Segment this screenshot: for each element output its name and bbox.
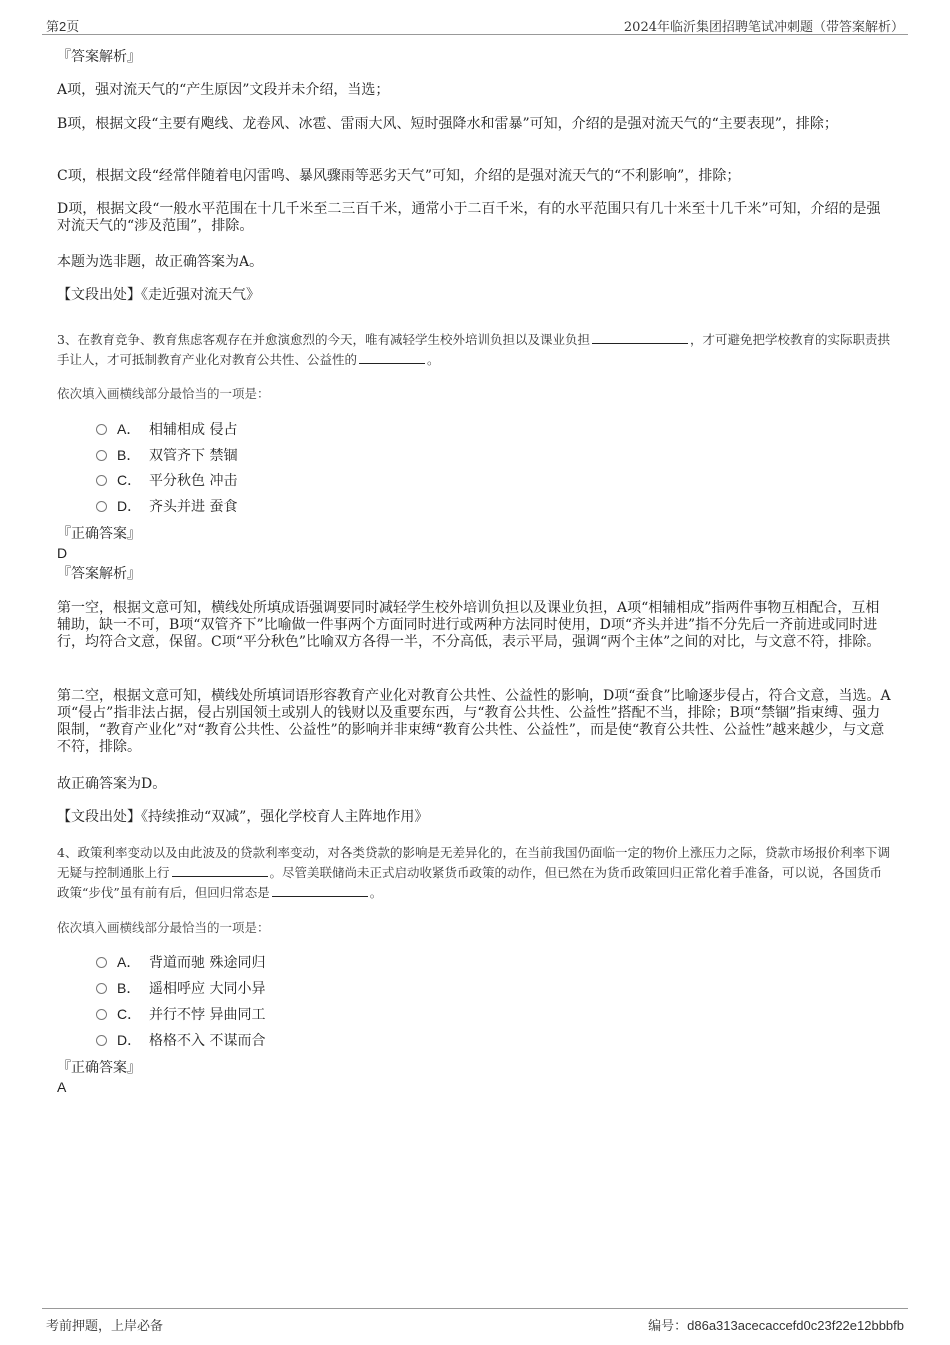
question-4-option-d[interactable]: D． 格格不入 不谋而合: [96, 1030, 265, 1050]
question-4-option-a[interactable]: A． 背道而驰 殊途同归: [96, 952, 265, 972]
analysis-conclusion: 故正确答案为D。: [57, 776, 167, 792]
correct-answer-title: 『正确答案』: [57, 1060, 141, 1076]
answer-blank: [172, 864, 268, 877]
question-4-option-b[interactable]: B． 遥相呼应 大同小异: [96, 978, 265, 998]
question-4-instruction: 依次填入画横线部分最恰当的一项是：: [57, 920, 270, 935]
footer-slogan: 考前押题，上岸必备: [46, 1319, 164, 1334]
document-code: [648, 1315, 904, 1334]
question-3-option-a[interactable]: A． 相辅相成 侵占: [96, 419, 237, 439]
radio-button-icon[interactable]: [96, 501, 107, 512]
analysis-line-c: C项，根据文段“经常伴随着电闪雷鸣、暴风骤雨等恶劣天气”可知，介绍的是强对流天气的“不利影响”，排除；: [57, 168, 741, 184]
analysis-line-a: A项，强对流天气的“产生原因”文段并未介绍，当选；: [57, 82, 390, 98]
question-3-stem-part2: ，才可避免把学校教育的实际职责拱手让人，才可抵制教育产业化对教育公共性、公益性的: [57, 332, 890, 367]
question-3-instruction: 依次填入画横线部分最恰当的一项是：: [57, 386, 270, 401]
document-code-label: 编号：: [648, 1319, 688, 1334]
page-header: [42, 10, 908, 35]
correct-answer-value: A: [57, 1079, 67, 1095]
answer-blank: [359, 351, 425, 364]
radio-button-icon[interactable]: [96, 475, 107, 486]
analysis-line-d: D项，根据文段“一般水平范围在十几千米至二三百千米，通常小于二百千米，有的水平范围只有几十米至十几千米”可知，介绍的是强对流天气的“涉及范围”，排除。: [57, 201, 881, 234]
correct-answer-title: 『正确答案』: [57, 526, 141, 542]
analysis-line-b: B项，根据文段“主要有飑线、龙卷风、冰雹、雷雨大风、短时强降水和雷暴”可知，介绍的是强对流天气的“主要表现”，排除；: [57, 116, 838, 132]
page-number: 第2页: [46, 19, 80, 34]
question-4-stem: [57, 843, 893, 903]
radio-button-icon[interactable]: [96, 450, 107, 461]
question-4-stem-part2: 。尽管美联储尚未正式启动收紧货币政策的动作，但已然在为货币政策回归正常化着手准备，可以说，各国货币政策“步伐”虽有前有后，但回归常态是: [57, 865, 883, 900]
question-3-option-d[interactable]: D． 齐头并进 蚕食: [96, 496, 237, 516]
radio-button-icon[interactable]: [96, 1009, 107, 1020]
analysis-paragraph-1: 第一空，根据文意可知，横线处所填成语强调要同时减轻学生校外培训负担以及课业负担，A项“相辅相成”指两件事物互相配合，互相辅助，缺一不可，B项“双管齐下”比喻做一件事两个方面同时进行或两种方法同时使用，D项“齐头并进”指不分先后一齐前进或同时进行，均符合文意，保留。C项“平分秋色”比喻双方各得一半，不分高低，表示平局，强调“两个主体”之间的对比，与文意不符，排除。: [57, 600, 881, 650]
analysis-title: 『答案解析』: [57, 566, 141, 582]
document-title: 2024年临沂集团招聘笔试冲刺题（带答案解析）: [623, 20, 904, 35]
radio-button-icon[interactable]: [96, 957, 107, 968]
radio-button-icon[interactable]: [96, 424, 107, 435]
radio-button-icon[interactable]: [96, 1035, 107, 1046]
question-3-option-b[interactable]: B． 双管齐下 禁锢: [96, 445, 237, 465]
document-code-value: d86a313acecaccefd0c23f22e12bbbfb: [687, 1318, 904, 1333]
question-4-option-c[interactable]: C． 并行不悖 异曲同工: [96, 1004, 265, 1024]
radio-button-icon[interactable]: [96, 983, 107, 994]
question-4-stem-part1: 4、政策利率变动以及由此波及的贷款利率变动，对各类贷款的影响是无差异化的，在当前我国仍面临一定的物价上涨压力之际，贷款市场报价利率下调无疑与控制通胀上行: [57, 845, 890, 880]
correct-answer-value: D: [57, 545, 68, 561]
source-citation: 【文段出处】《走近强对流天气》: [57, 287, 260, 303]
analysis-conclusion: 本题为选非题，故正确答案为A。: [57, 254, 264, 270]
question-3-option-c[interactable]: C． 平分秋色 冲击: [96, 470, 237, 490]
source-citation: 【文段出处】《持续推动“双减”，强化学校育人主阵地作用》: [57, 809, 429, 825]
question-3-stem-part3: 。: [427, 352, 440, 367]
question-3-stem-part1: 3、在教育竞争、教育焦虑客观存在并愈演愈烈的今天，唯有减轻学生校外培训负担以及课业负担: [57, 332, 590, 347]
analysis-title: 『答案解析』: [57, 49, 141, 65]
answer-blank: [272, 884, 368, 897]
question-4-stem-part3: 。: [369, 885, 383, 900]
answer-blank: [592, 331, 688, 344]
page-footer: [42, 1308, 908, 1335]
question-3-stem: [57, 330, 893, 370]
analysis-paragraph-2: 第二空，根据文意可知，横线处所填词语形容教育产业化对教育公共性、公益性的影响，D项“蚕食”比喻逐步侵占，符合文意，当选。A项“侵占”指非法占据，侵占别国领土或别人的钱财以及重要东西，与“教育公共性、公益性”搭配不当，排除；B项“禁锢”指束缚、强力限制，“教育产业化”对“教育公共性、公益性”的影响并非束缚“教育公共性、公益性”，而是使“教育公共性、公益性”越来越少，与文意不符，排除。: [57, 688, 891, 755]
